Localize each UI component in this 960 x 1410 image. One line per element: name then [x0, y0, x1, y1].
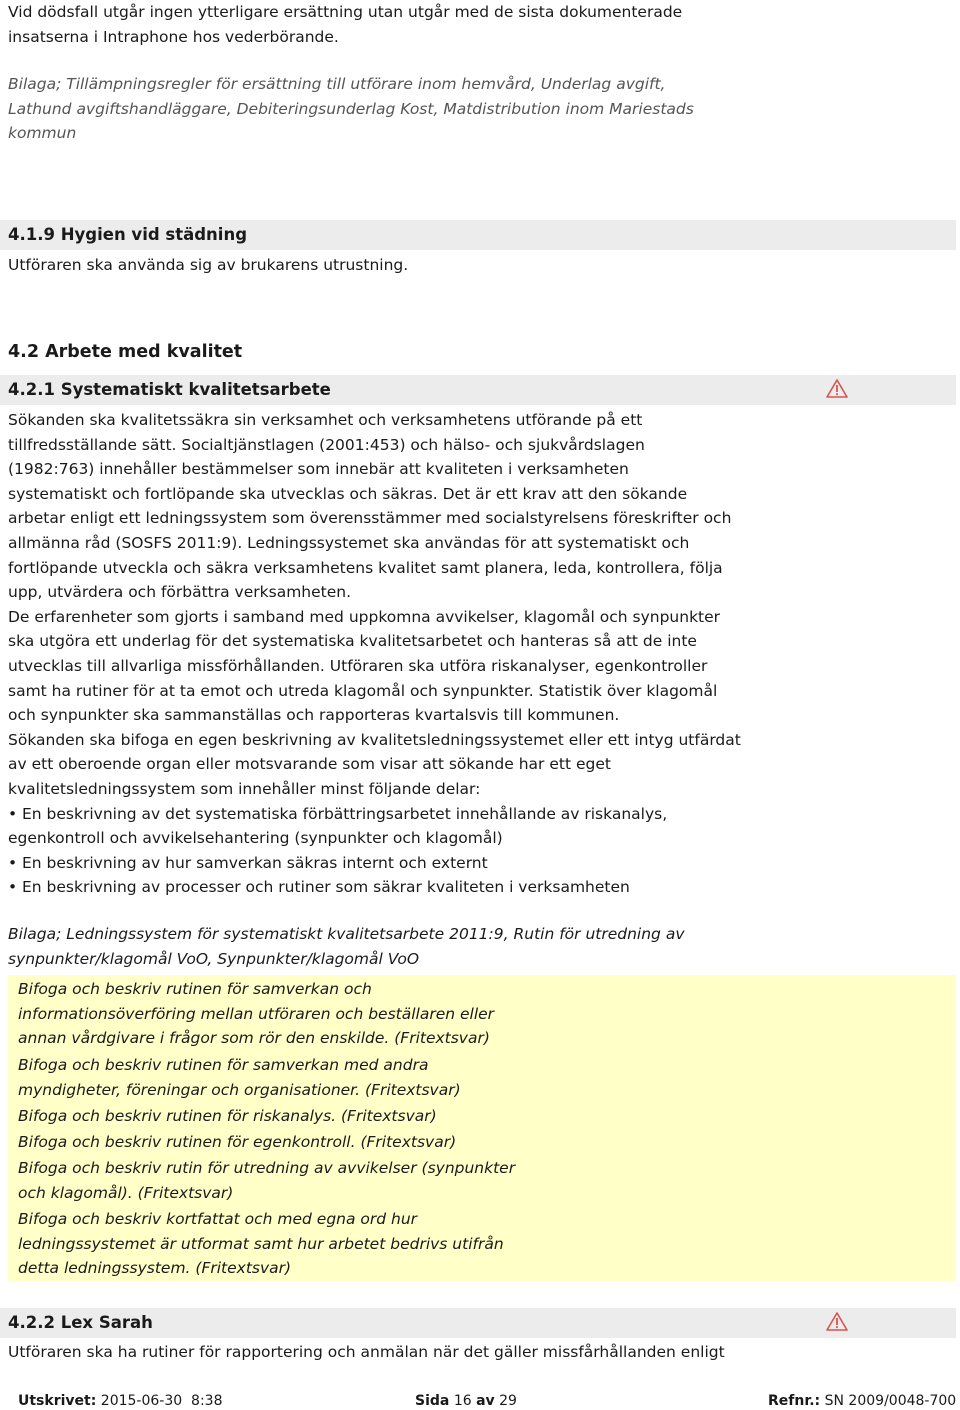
- intro-paragraph: Vid dödsfall utgår ingen ytterligare ersättning utan utgår med de sista dokumenterade insatserna i Intraphone hos vederbörande.: [8, 3, 683, 46]
- bullet-icon: [8, 854, 22, 872]
- footer-printed: Utskrivet: 2015-06-30 8:38: [18, 1393, 223, 1409]
- attachment-paragraph-4-2-1: Bilaga; Ledningssystem för systematiskt kvalitetsarbete 2011:9, Rutin för utredning av synpunkter/klagomål VoO, Synpunkter/klagomål VoO: [8, 925, 685, 968]
- question-avvikelser[interactable]: Bifoga och beskriv rutin för utredning av avvikelser (synpunkter och klagomål). (Fritextsvar): [18, 1159, 516, 1202]
- question-samverkan-myndigheter[interactable]: Bifoga och beskriv rutinen för samverkan med andra myndigheter, föreningar och organisationer. (Fritextsvar): [18, 1056, 461, 1099]
- section-heading-4-1-9: 4.1.9 Hygien vid städning: [8, 225, 248, 244]
- footer-reference: Refnr.: SN 2009/0048-700: [768, 1393, 957, 1409]
- question-riskanalys[interactable]: Bifoga och beskriv rutinen för riskanalys. (Fritextsvar): [18, 1107, 437, 1125]
- warning-triangle-icon: [826, 1312, 848, 1331]
- section-heading-4-2: 4.2 Arbete med kvalitet: [8, 342, 243, 362]
- question-ledningssystem[interactable]: Bifoga och beskriv kortfattat och med egna ord hur ledningssystemet är utformat samt hur arbetet bedrivs utifrån detta ledningssystem. (Fritextsvar): [18, 1210, 504, 1278]
- bullet-icon: [8, 805, 22, 823]
- bullet-item: • En beskrivning av det systematiska förbättringsarbetet innehållande av riskanalys,: [8, 802, 741, 827]
- section-heading-4-2-2: 4.2.2 Lex Sarah: [8, 1313, 153, 1332]
- bullet-item: • En beskrivning av hur samverkan säkras internt och externt: [8, 851, 741, 876]
- footer-page-number: Sida 16 av 29: [415, 1393, 517, 1409]
- section-body-4-2-1: Sökanden ska kvalitetssäkra sin verksamhet och verksamhetens utförande på ett tillfredsställande sätt. Socialtjänstlagen (2001:453) och hälso- och sjukvårdslagen (1982:763) innehåller bestämmelser som innebär att kvaliteten i verksamheten systematiskt och fortlöpande ska utvecklas och säkras. Det är ett krav att den sökande arbetar enligt ett ledningssystem som överensstämmer med socialstyrelsens föreskrifter och allmänna råd (SOSFS 2011:9). Ledningssystemet ska användas för att systematiskt och fortlöpande utveckla och säkra verksamhetens kvalitet samt planera, leda, kontrollera, följa upp, utvärdera och förbättra verksamheten. De erfarenheter som gjorts i samband med uppkomna avvikelser, klagomål och synpunkter ska utgöra ett underlag för det systematiska kvalitetsarbetet och hanteras så att de inte utvecklas till allvarliga missförhållanden. Utföraren ska utföra riskanalyser, egenkontroller samt ha rutiner för at ta emot och utreda klagomål och synpunkter. Statistik över klagomål och synpunkter ska sammanställas och rapporteras kvartalsvis till kommunen. Sökanden ska bifoga en egen beskrivning av kvalitetsledningssystemet eller ett intyg utfärdat av ett oberoende organ eller motsvarande som visar att sökande har ett eget kvalitetsledningssystem som innehåller minst följande delar: • En beskrivning av det systematiska förbättringsarbetet innehållande av riskanalys, egenkontroll och avvikelsehantering (synpunkter och klagomål) • En beskrivning av hur samverkan säkras internt och externt • En beskrivning av processer och rutiner som säkrar kvaliteten i verksamheten: [8, 408, 741, 900]
- attachment-paragraph: Bilaga; Tillämpningsregler för ersättning till utförare inom hemvård, Underlag avgift, Lathund avgiftshandläggare, Debiteringsunderlag Kost, Matdistribution inom Mariestads kommun: [8, 75, 694, 143]
- question-egenkontroll[interactable]: Bifoga och beskriv rutinen för egenkontroll. (Fritextsvar): [18, 1133, 457, 1151]
- section-text-4-2-2: Utföraren ska ha rutiner för rapportering och anmälan när det gäller missfårhållanden enligt: [8, 1343, 725, 1361]
- warning-triangle-icon: [826, 379, 848, 398]
- bullet-icon: [8, 878, 22, 896]
- question-samverkan-bestallare[interactable]: Bifoga och beskriv rutinen för samverkan och informationsöverföring mellan utföraren och beställaren eller annan vårdgivare i frågor som rör den enskilde. (Fritextsvar): [18, 980, 495, 1048]
- bullet-item: • En beskrivning av processer och rutiner som säkrar kvaliteten i verksamheten: [8, 875, 741, 900]
- section-heading-4-2-1: 4.2.1 Systematiskt kvalitetsarbete: [8, 380, 331, 399]
- section-text-4-1-9: Utföraren ska använda sig av brukarens utrustning.: [8, 256, 409, 274]
